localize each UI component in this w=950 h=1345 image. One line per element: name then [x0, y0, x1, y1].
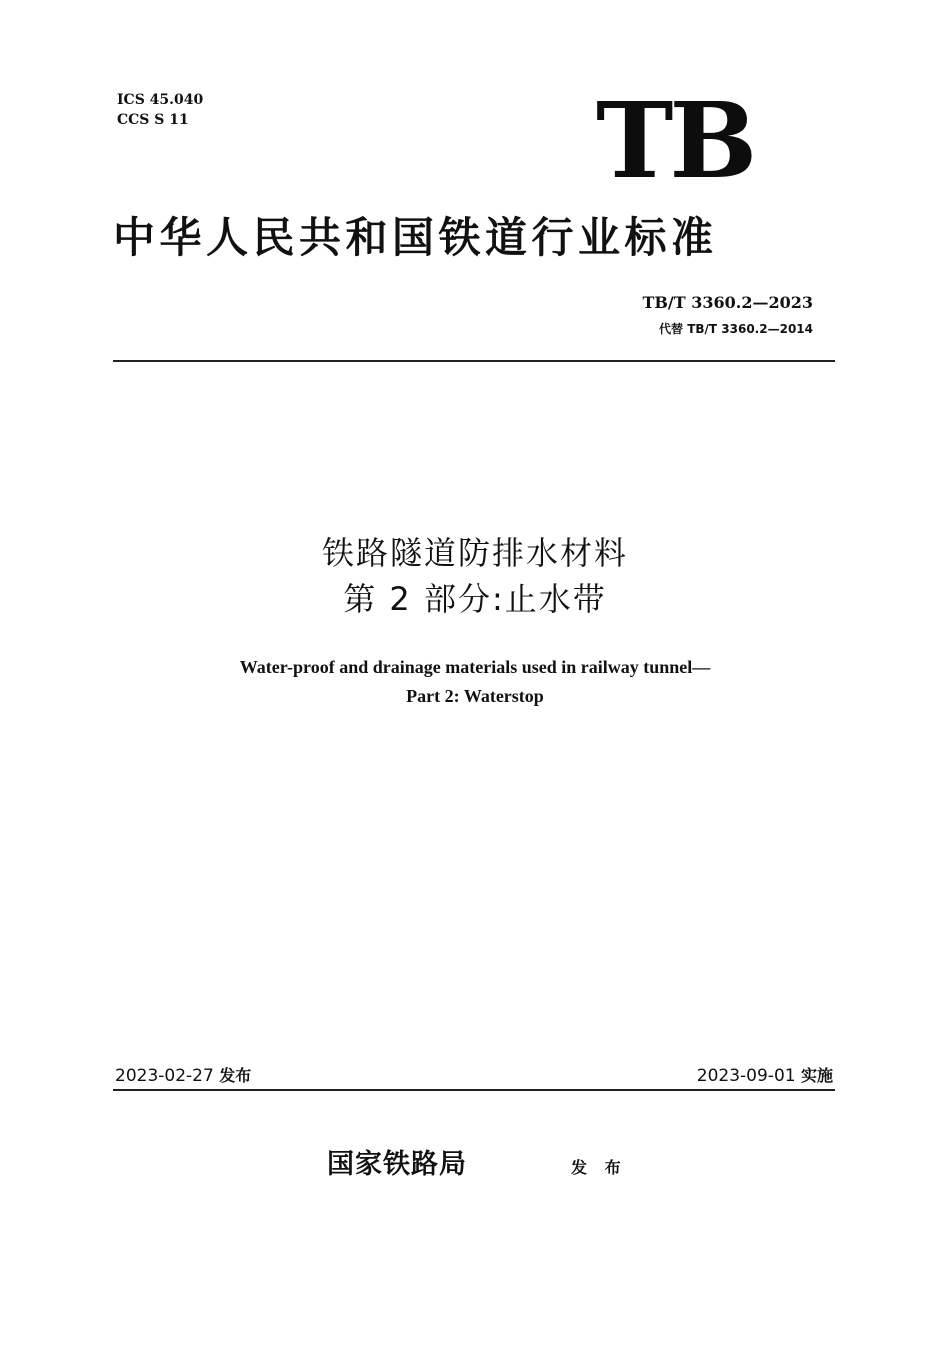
bottom-divider [113, 1089, 835, 1091]
standard-code [642, 292, 813, 314]
issue-date-block [115, 1064, 251, 1088]
ccs-code: CCS S 11 [117, 112, 189, 128]
ics-code: ICS 45.040 [117, 92, 204, 108]
issue-date: 2023-02-27 [115, 1066, 214, 1086]
classification-codes [117, 90, 203, 130]
issue-label: 发布 [219, 1066, 252, 1085]
standard-code-text: TB/T 3360.2—2023 [642, 293, 813, 312]
english-title-line-2: Part 2: Waterstop [406, 686, 544, 706]
publisher-name: 国家铁路局 [327, 1149, 467, 1180]
effective-label: 实施 [800, 1066, 833, 1085]
chinese-title-line-1: 铁路隧道防排水材料 [321, 534, 628, 572]
chinese-title-line-2: 第 2 部分:止水带 [343, 580, 607, 618]
top-divider [113, 360, 835, 362]
effective-date: 2023-09-01 [696, 1066, 796, 1086]
replaces-standard: 代替 TB/T 3360.2—2014 [659, 322, 813, 336]
tb-logo: TB [596, 79, 754, 202]
standard-organization-title: 中华人民共和国铁道行业标准 [113, 213, 718, 262]
effective-date-block [697, 1064, 833, 1088]
english-title-line-1: Water-proof and drainage materials used in railway tunnel— [239, 657, 711, 677]
publisher-label: 发 布 [571, 1158, 627, 1177]
